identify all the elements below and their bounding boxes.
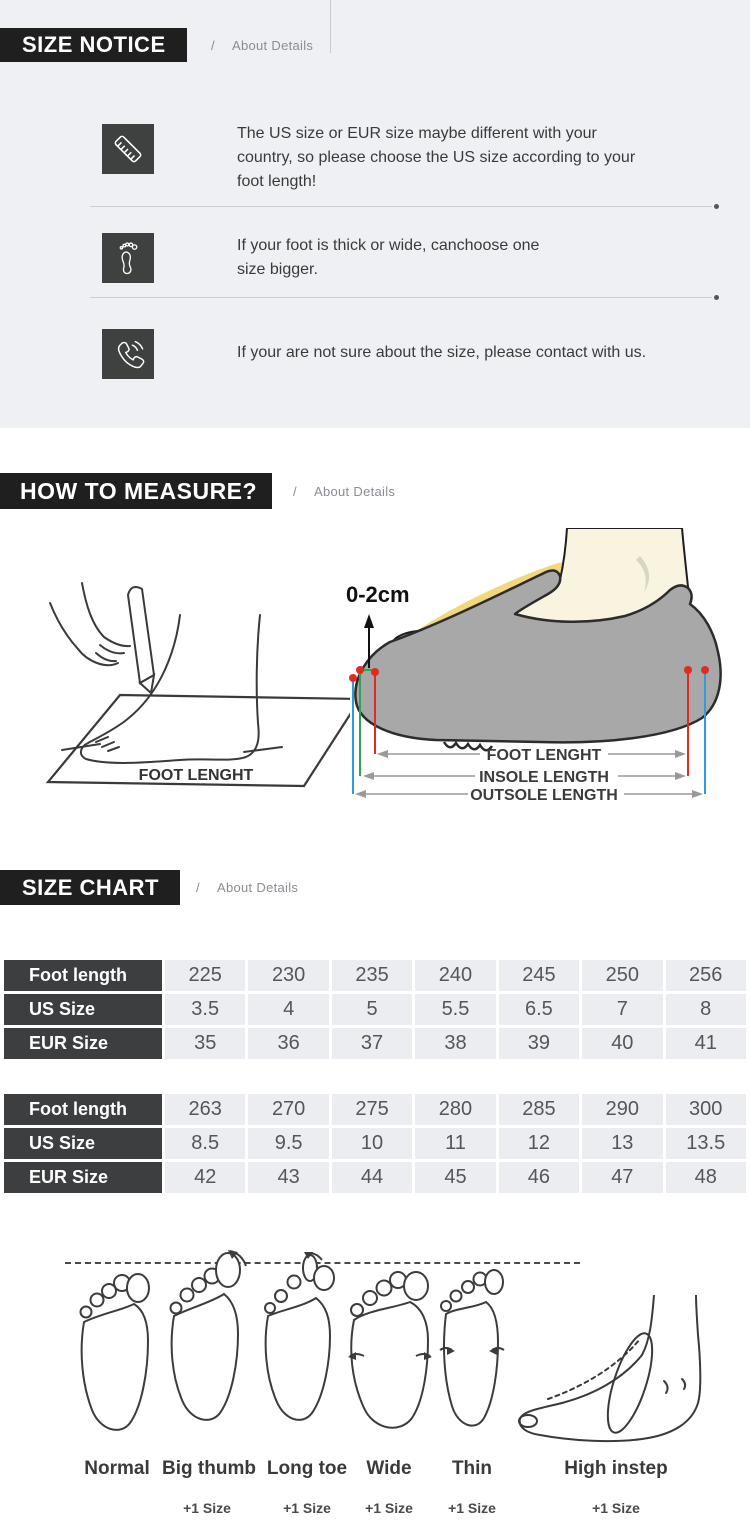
table-cell: 5.5	[415, 994, 495, 1025]
size-notice-section	[0, 0, 750, 428]
table-cell: 43	[248, 1162, 328, 1193]
size-notice-separator: /	[211, 38, 215, 53]
table-cell: 35	[165, 1028, 245, 1059]
foot-icon-glyph	[109, 239, 147, 277]
foot-icon	[102, 233, 154, 283]
foot-type-name: Wide	[366, 1458, 412, 1479]
tracing-label: FOOT LENGHT	[138, 767, 254, 784]
allowance-label: 0-2cm	[346, 582, 410, 607]
table-cell: 9.5	[248, 1128, 328, 1159]
table-cell: 36	[248, 1028, 328, 1059]
table-row	[4, 1094, 746, 1125]
table-cell: 12	[499, 1128, 579, 1159]
measure-label-insole-length: INSOLE LENGTH	[479, 769, 609, 786]
table-cell: 280	[415, 1094, 495, 1125]
foot-tracing-illustration	[20, 543, 350, 813]
foot-type-name: High instep	[564, 1458, 668, 1479]
foot-type-name: Long toe	[266, 1458, 348, 1479]
table-cell: 285	[499, 1094, 579, 1125]
table-cell: 44	[332, 1162, 412, 1193]
table-cell: 290	[582, 1094, 662, 1125]
table-cell: 4	[248, 994, 328, 1025]
table-row	[4, 1128, 746, 1159]
table-row	[4, 1162, 746, 1193]
measure-label-foot-length: FOOT LENGHT	[486, 747, 602, 764]
table-cell: 41	[666, 1028, 746, 1059]
shoe-measure-illustration	[340, 528, 750, 813]
table-cell: 235	[332, 960, 412, 991]
table-row	[4, 994, 746, 1025]
foot-type-note: +1 Size	[448, 1500, 496, 1516]
how-to-measure-title-text: HOW TO MEASURE?	[20, 477, 258, 504]
foot-type-illustration-big-thumb	[168, 1250, 248, 1438]
divider-dot	[714, 295, 719, 300]
table-cell: 250	[582, 960, 662, 991]
table-cell: 10	[332, 1128, 412, 1159]
row-header: Foot length	[4, 960, 162, 991]
size-chart-title-text: SIZE CHART	[22, 874, 159, 900]
table-cell: 230	[248, 960, 328, 991]
table-cell: 8	[666, 994, 746, 1025]
table-cell: 7	[582, 994, 662, 1025]
table-cell: 270	[248, 1094, 328, 1125]
divider	[90, 297, 712, 298]
ruler-icon-glyph	[108, 129, 148, 169]
size-table-2	[4, 1094, 746, 1196]
foot-type-illustration-normal	[76, 1266, 156, 1438]
divider	[90, 206, 712, 207]
table-cell: 6.5	[499, 994, 579, 1025]
foot-type-note: +1 Size	[365, 1500, 413, 1516]
table-cell: 3.5	[165, 994, 245, 1025]
foot-type-illustration-high-instep	[512, 1295, 712, 1450]
table-row	[4, 960, 746, 991]
row-header: EUR Size	[4, 1028, 162, 1059]
foot-type-note: +1 Size	[283, 1500, 331, 1516]
row-header: Foot length	[4, 1094, 162, 1125]
table-cell: 40	[582, 1028, 662, 1059]
table-cell: 46	[499, 1162, 579, 1193]
size-notice-title	[0, 28, 187, 62]
table-cell: 37	[332, 1028, 412, 1059]
notice-item-text: If your are not sure about the size, please contact with us.	[237, 344, 647, 361]
how-to-measure-subtitle: About Details	[314, 484, 396, 499]
row-header: US Size	[4, 994, 162, 1025]
foot-type-illustration-wide	[348, 1262, 432, 1440]
table-cell: 38	[415, 1028, 495, 1059]
table-cell: 47	[582, 1162, 662, 1193]
how-to-measure-separator: /	[293, 484, 297, 499]
how-to-measure-title	[0, 473, 272, 509]
foot-type-name: Thin	[451, 1458, 493, 1479]
header-divider-line	[330, 0, 331, 53]
table-cell: 240	[415, 960, 495, 991]
table-cell: 263	[165, 1094, 245, 1125]
table-cell: 45	[415, 1162, 495, 1193]
table-row	[4, 1028, 746, 1059]
foot-type-illustration-long-toe	[262, 1252, 336, 1438]
table-cell: 256	[666, 960, 746, 991]
size-table-1	[4, 960, 746, 1062]
size-notice-subtitle: About Details	[232, 38, 314, 53]
row-header: EUR Size	[4, 1162, 162, 1193]
divider-dot	[714, 204, 719, 209]
table-cell: 11	[415, 1128, 495, 1159]
ruler-icon	[102, 124, 154, 174]
table-cell: 48	[666, 1162, 746, 1193]
foot-type-note: +1 Size	[592, 1500, 640, 1516]
phone-icon-glyph	[109, 335, 147, 373]
table-cell: 245	[499, 960, 579, 991]
table-cell: 300	[666, 1094, 746, 1125]
row-header: US Size	[4, 1128, 162, 1159]
size-notice-title-text: SIZE NOTICE	[22, 32, 166, 57]
notice-item-text: If your foot is thick or wide, canchoose one size bigger.	[237, 237, 540, 278]
table-cell: 42	[165, 1162, 245, 1193]
notice-item-text: The US size or EUR size maybe different with your country, so please choose the US size according to your foot length!	[237, 125, 636, 190]
table-cell: 5	[332, 994, 412, 1025]
foot-type-note: +1 Size	[183, 1500, 231, 1516]
size-chart-title	[0, 870, 180, 905]
measure-label-outsole-length: OUTSOLE LENGTH	[470, 787, 618, 804]
foot-type-illustration-thin	[438, 1262, 506, 1440]
table-cell: 13.5	[666, 1128, 746, 1159]
table-cell: 39	[499, 1028, 579, 1059]
size-chart-separator: /	[196, 880, 200, 895]
foot-type-name: Normal	[84, 1458, 150, 1479]
table-cell: 275	[332, 1094, 412, 1125]
table-cell: 8.5	[165, 1128, 245, 1159]
size-chart-subtitle: About Details	[217, 880, 299, 895]
table-cell: 13	[582, 1128, 662, 1159]
phone-icon	[102, 329, 154, 379]
table-cell: 225	[165, 960, 245, 991]
foot-type-name: Big thumb	[162, 1458, 256, 1479]
